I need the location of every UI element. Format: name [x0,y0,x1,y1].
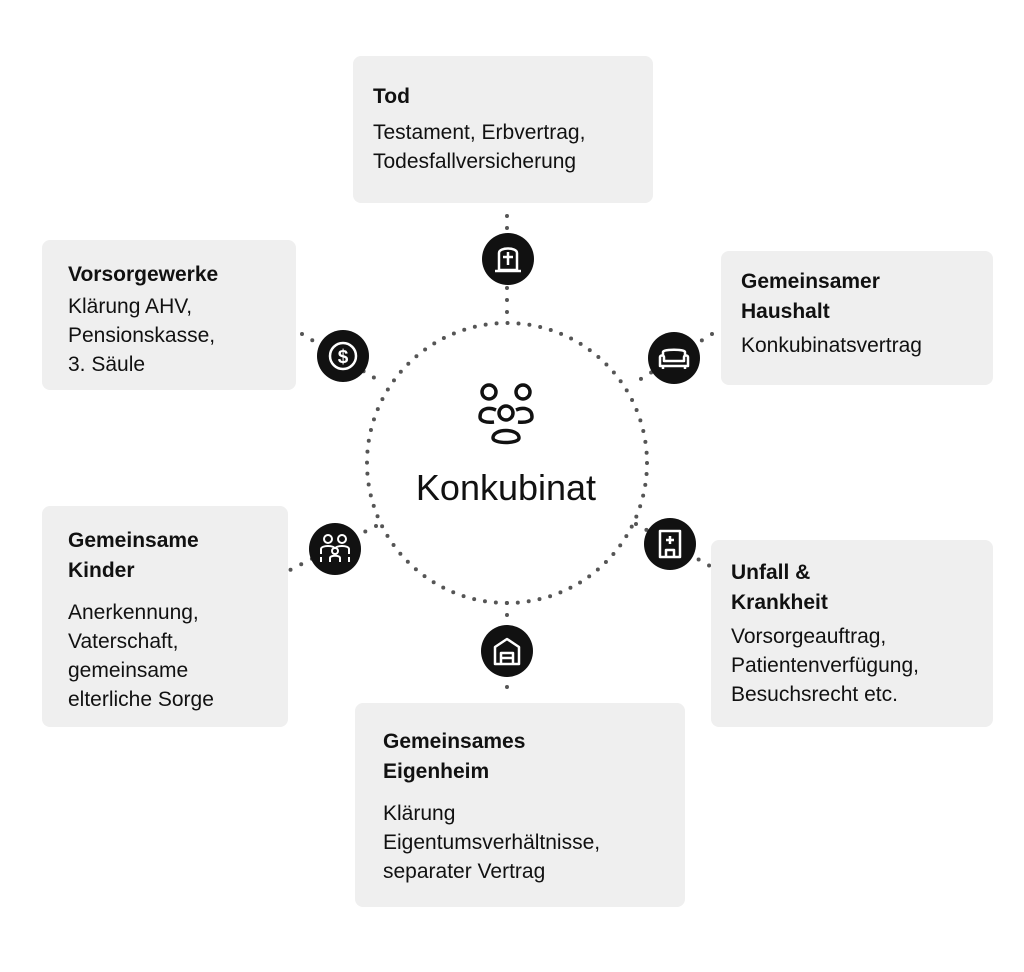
topic-line: Pensionskasse, [68,324,216,347]
gravestone-icon [481,232,535,286]
topic-title: Gemeinsame [68,529,199,552]
topic-line: 3. Säule [68,353,146,376]
svg-text:$: $ [337,347,349,368]
topic-card-haushalt [721,251,993,385]
topic-card-eigenheim [355,703,685,907]
topic-line: elterliche Sorge [68,688,214,711]
dollar-coin-icon [316,329,370,383]
topic-line: Klärung [383,802,456,825]
center-label: Konkubinat [415,467,597,508]
house-icon [480,624,534,678]
topic-title: Krankheit [731,591,828,614]
topic-card-vorsorge [42,240,296,390]
topic-line: Eigentumsverhältnisse, [383,831,601,854]
topic-line: separater Vertrag [383,860,546,883]
topic-title: Eigenheim [383,760,490,783]
people-group-icon [476,380,536,452]
topic-title: Unfall & [731,561,811,584]
topic-line: Besuchsrecht etc. [731,683,898,706]
topic-line: Patientenverfügung, [731,654,919,677]
topic-card-tod [353,56,653,203]
topic-line: Todesfallversicherung [373,150,577,173]
topic-line: Konkubinatsvertrag [741,334,922,357]
topic-line: Vorsorgeauftrag, [731,625,887,648]
center-node [380,380,632,530]
family-icon [308,522,362,576]
topic-card-kinder [42,506,288,727]
topic-title: Haushalt [741,300,830,323]
topic-card-unfall [711,540,993,727]
topic-line: Anerkennung, [68,601,199,624]
topic-line: Testament, Erbvertrag, [373,121,586,144]
topic-title: Kinder [68,559,135,582]
sofa-icon [647,331,701,385]
topic-title: Tod [373,85,410,108]
topic-line: gemeinsame [68,659,189,682]
topic-title: Vorsorgewerke [68,263,219,286]
topic-title: Gemeinsamer [741,270,880,293]
hospital-icon [643,517,697,571]
topic-title: Gemeinsames [383,730,526,753]
topic-line: Klärung AHV, [68,295,193,318]
topic-line: Vaterschaft, [68,630,179,653]
